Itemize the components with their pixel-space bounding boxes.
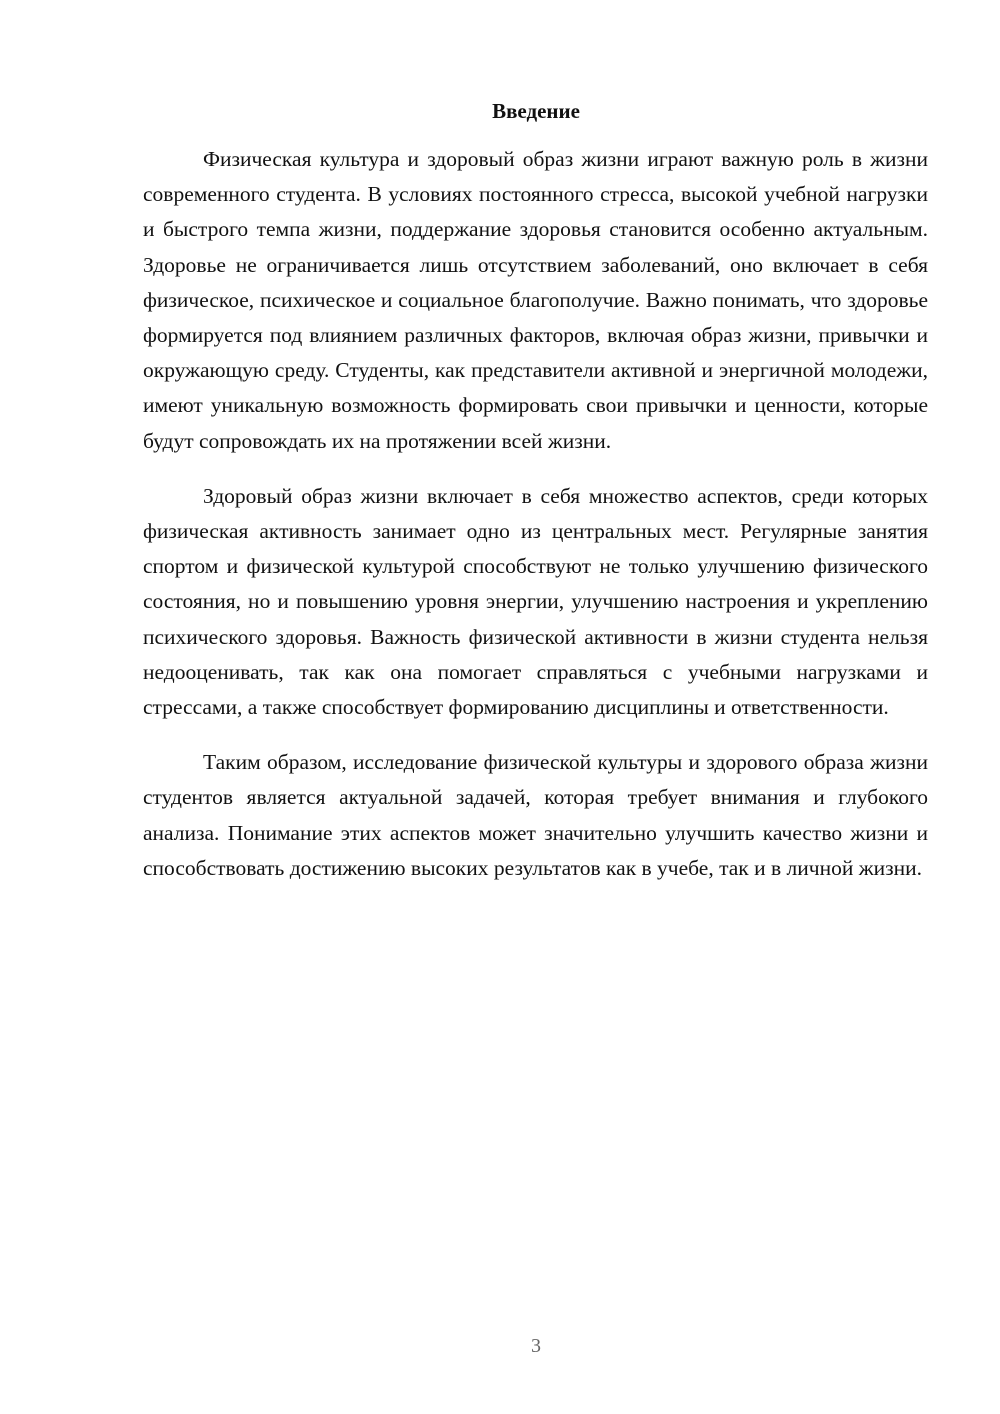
body-text [143, 142, 928, 886]
paragraph-intro: Физическая культура и здоровый образ жизни играют важную роль в жизни современного студента. В условиях постоянного стресса, высокой учебной нагрузки и быстрого темпа жизни, поддержание здоровья становится особенно актуальным. Здоровье не ограничивается лишь отсутствием заболеваний, оно включает в себя физическое, психическое и социальное благополучие. Важно понимать, что здоровье формируется под влиянием различных факторов, включая образ жизни, привычки и окружающую среду. Студенты, как представители активной и энергичной молодежи, имеют уникальную возможность формировать свои привычки и ценности, которые будут сопровождать их на протяжении всей жизни. [143, 147, 928, 453]
section-heading: Введение [492, 99, 580, 123]
paragraph-healthy-lifestyle: Здоровый образ жизни включает в себя множество аспектов, среди которых физическая активность занимает одно из центральных мест. Регулярные занятия спортом и физической культурой способствуют не только улучшению физического состояния, но и повышению уровня энергии, улучшению настроения и укреплению психического здоровья. Важность физической активности в жизни студента нельзя недооценивать, так как она помогает справляться с учебными нагрузками и стрессами, а также способствует формированию дисциплины и ответственности. [143, 483, 928, 720]
page-number: 3 [531, 1335, 541, 1357]
paragraph-conclusion: Таким образом, исследование физической культуры и здорового образа жизни студентов является актуальной задачей, которая требует внимания и глубокого анализа. Понимание этих аспектов может значительно улучшить качество жизни и способствовать достижению высоких результатов как в учебе, так и в личной жизни. [143, 750, 928, 880]
